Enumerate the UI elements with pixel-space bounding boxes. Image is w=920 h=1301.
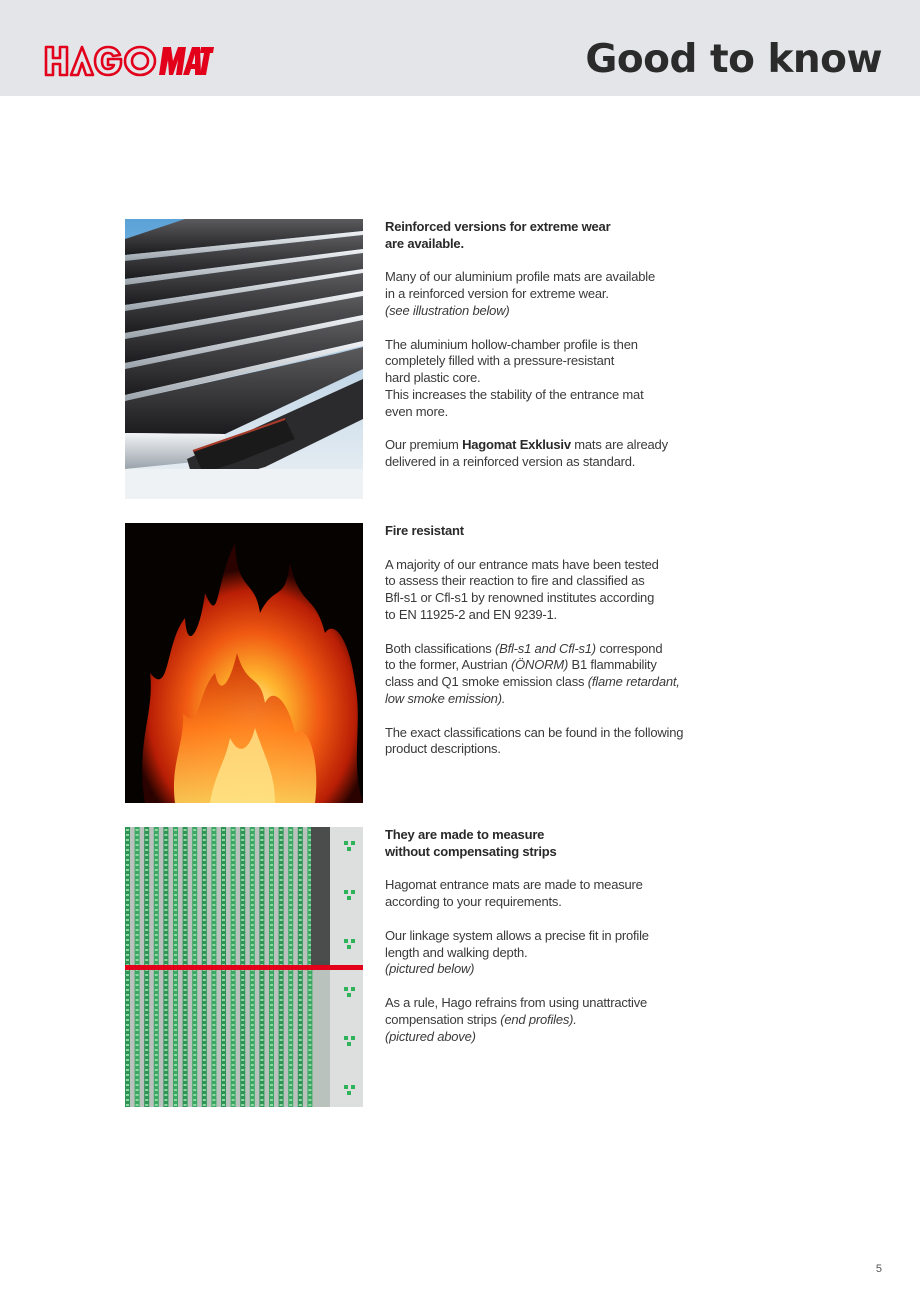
fire-photo [125, 523, 363, 803]
made-to-measure-photo [125, 827, 363, 1107]
paragraph: Hagomat entrance mats are made to measure according to your requirements. [385, 877, 643, 910]
section-fire-text [385, 523, 705, 775]
paragraph: Both classifications (Bfl-s1 and Cfl-s1) correspond to the former, Austrian (ÖNORM) B1 flammability class and Q1 smoke emission class (flame retardant, low smoke emission). [385, 640, 680, 706]
paragraph: The aluminium hollow-chamber profile is then completely filled with a pressure-resistant hard plastic core. This increases the stability of the entrance mat even more. [385, 336, 644, 419]
section-heading: Reinforced versions for extreme wear are available. [385, 219, 611, 251]
section-heading: They are made to measure without compensating strips [385, 827, 557, 859]
paragraph: The exact classifications can be found in the following product descriptions. [385, 724, 684, 757]
page-title: Good to know [585, 37, 882, 82]
reinforced-mat-photo [125, 219, 363, 499]
paragraph: Our linkage system allows a precise fit in profile length and walking depth. (pictured below) [385, 927, 649, 977]
hagomat-logo [44, 44, 214, 78]
page-header [0, 0, 920, 96]
paragraph: As a rule, Hago refrains from using unattractive compensation strips (end profiles). (pictured above) [385, 994, 648, 1044]
section-measure-text [385, 827, 705, 1062]
paragraph: Our premium Hagomat Exklusiv mats are already delivered in a reinforced version as standard. [385, 437, 668, 470]
paragraph: A majority of our entrance mats have been tested to assess their reaction to fire and classified as Bfl-s1 or Cfl-s1 by renowned institutes according to EN 11925-2 and EN 9239-1. [385, 556, 659, 622]
paragraph: Many of our aluminium profile mats are available in a reinforced version for extreme wear. (see illustration below) [385, 269, 656, 318]
section-reinforced-text [385, 219, 705, 488]
page-number: 5 [875, 1263, 882, 1275]
section-heading: Fire resistant [385, 523, 464, 538]
